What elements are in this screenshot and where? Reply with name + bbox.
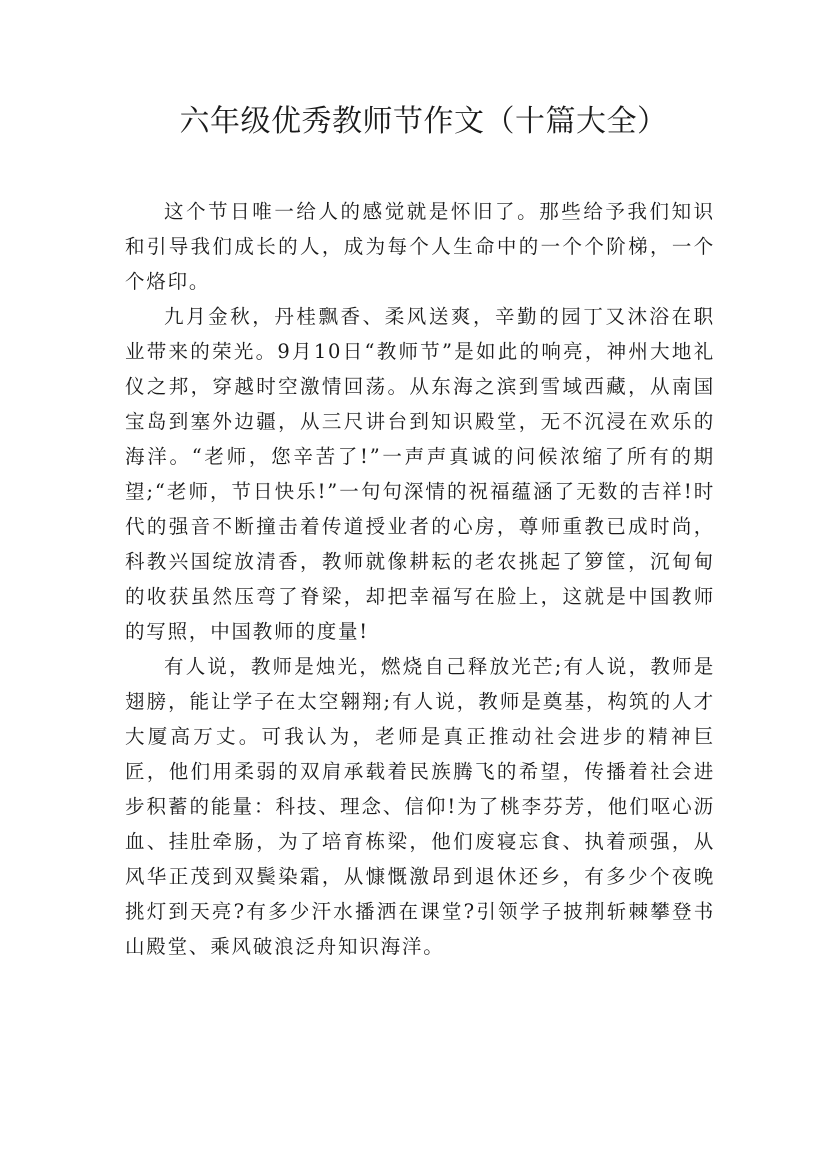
paragraph-2: 九月金秋，丹桂飘香、柔风送爽，辛勤的园丁又沐浴在职业带来的荣光。9月10日“教师节”是如此的响亮，神州大地礼仪之邦，穿越时空激情回荡。从东海之滨到雪域西藏，从南国宝岛到塞外边疆，从三尺讲台到知识殿堂，无不沉浸在欢乐的海洋。“老师，您辛苦了!”一声声真诚的问候浓缩了所有的期望;“老师，节日快乐!”一句句深情的祝福蕴涵了无数的吉祥!时代的强音不断撞击着传道授业者的心房，尊师重教已成时尚，科教兴国绽放清香，教师就像耕耘的老农挑起了箩筐，沉甸甸的收获虽然压弯了脊梁，却把幸福写在脸上，这就是中国教师的写照，中国教师的度量! <box>125 305 715 643</box>
document-body <box>125 194 715 964</box>
paragraph-3: 有人说，教师是烛光，燃烧自己释放光芒;有人说，教师是翅膀，能让学子在太空翱翔;有人说，教师是奠基，构筑的人才大厦高万丈。可我认为，老师是真正推动社会进步的精神巨匠，他们用柔弱的双肩承载着民族腾飞的希望，传播着社会进步积蓄的能量：科技、理念、信仰!为了桃李芬芳，他们呕心沥血、挂肚牵肠，为了培育栋梁，他们废寝忘食、执着顽强，从风华正茂到双鬓染霜，从慷慨激昂到退休还乡，有多少个夜晚挑灯到天亮?有多少汗水播洒在课堂?引领学子披荆斩棘攀登书山殿堂、乘风破浪泛舟知识海洋。 <box>125 655 715 958</box>
paragraph-1: 这个节日唯一给人的感觉就是怀旧了。那些给予我们知识和引导我们成长的人，成为每个人生命中的一个个阶梯，一个个烙印。 <box>125 200 715 293</box>
document-title: 六年级优秀教师节作文（十篇大全） <box>179 104 668 139</box>
